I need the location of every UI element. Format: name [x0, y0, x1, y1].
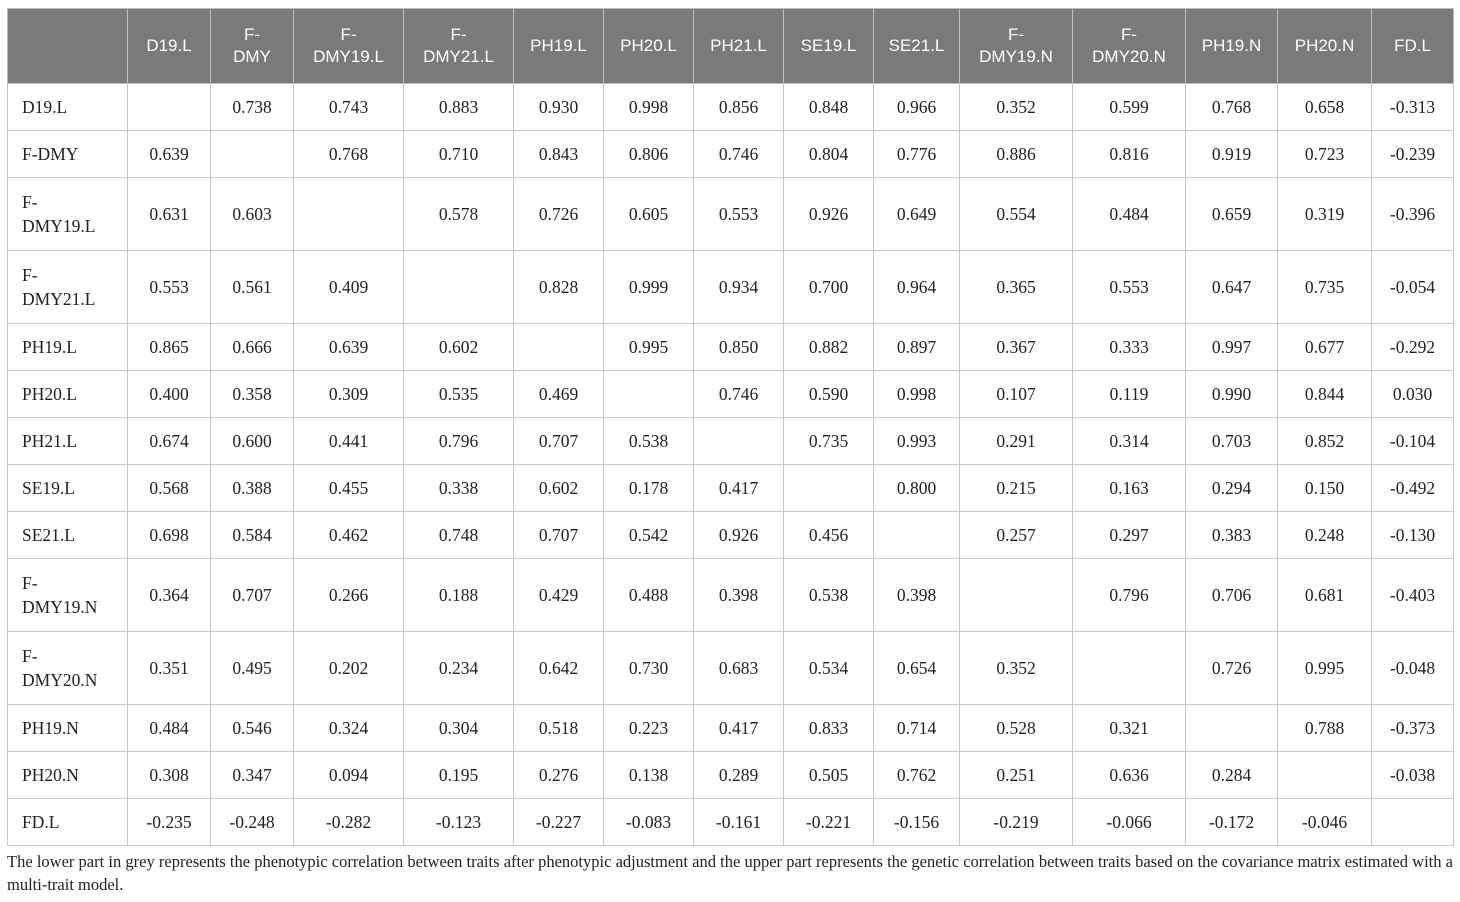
- correlation-cell: -0.313: [1372, 84, 1454, 131]
- correlation-cell: 0.398: [874, 559, 960, 632]
- correlation-cell: 0.993: [874, 418, 960, 465]
- correlation-cell: 0.257: [960, 512, 1073, 559]
- correlation-cell: 0.178: [604, 465, 694, 512]
- correlation-cell: 0.319: [1278, 178, 1372, 251]
- correlation-cell: 0.188: [404, 559, 514, 632]
- column-header: PH21.L: [694, 9, 784, 84]
- correlation-cell: -0.130: [1372, 512, 1454, 559]
- column-header: PH20.L: [604, 9, 694, 84]
- table-header: [8, 9, 1454, 84]
- correlation-cell: 0.602: [514, 465, 604, 512]
- row-header: SE21.L: [8, 512, 128, 559]
- correlation-cell: 0.333: [1073, 324, 1186, 371]
- row-header: F- DMY19.N: [8, 559, 128, 632]
- correlation-cell: 0.553: [694, 178, 784, 251]
- correlation-cell: 0.674: [128, 418, 211, 465]
- column-header: SE21.L: [874, 9, 960, 84]
- table-row: [8, 465, 1454, 512]
- diagonal-cell: [604, 371, 694, 418]
- correlation-cell: 0.852: [1278, 418, 1372, 465]
- correlation-cell: 0.429: [514, 559, 604, 632]
- correlation-cell: 0.726: [514, 178, 604, 251]
- table-row: [8, 705, 1454, 752]
- correlation-cell: 0.484: [1073, 178, 1186, 251]
- correlation-cell: 0.365: [960, 251, 1073, 324]
- correlation-cell: 0.602: [404, 324, 514, 371]
- correlation-cell: 0.119: [1073, 371, 1186, 418]
- correlation-cell: 0.844: [1278, 371, 1372, 418]
- correlation-cell: 0.358: [211, 371, 294, 418]
- correlation-cell: 0.966: [874, 84, 960, 131]
- correlation-cell: -0.227: [514, 799, 604, 846]
- table-row: [8, 559, 1454, 632]
- correlation-cell: 0.383: [1186, 512, 1278, 559]
- correlation-cell: 0.289: [694, 752, 784, 799]
- header-row: [8, 9, 1454, 84]
- column-header: D19.L: [128, 9, 211, 84]
- correlation-cell: 0.484: [128, 705, 211, 752]
- correlation-cell: 0.707: [211, 559, 294, 632]
- correlation-cell: 0.850: [694, 324, 784, 371]
- correlation-cell: 0.202: [294, 632, 404, 705]
- correlation-cell: 0.297: [1073, 512, 1186, 559]
- correlation-cell: 0.291: [960, 418, 1073, 465]
- correlation-cell: 0.535: [404, 371, 514, 418]
- correlation-cell: 0.816: [1073, 131, 1186, 178]
- correlation-cell: 0.338: [404, 465, 514, 512]
- row-header: D19.L: [8, 84, 128, 131]
- correlation-cell: 0.647: [1186, 251, 1278, 324]
- correlation-cell: 0.163: [1073, 465, 1186, 512]
- diagonal-cell: [960, 559, 1073, 632]
- correlation-cell: -0.492: [1372, 465, 1454, 512]
- correlation-cell: 0.926: [784, 178, 874, 251]
- correlation-cell: 0.666: [211, 324, 294, 371]
- diagonal-cell: [128, 84, 211, 131]
- correlation-cell: 0.926: [694, 512, 784, 559]
- correlation-cell: 0.352: [960, 632, 1073, 705]
- column-header: PH19.L: [514, 9, 604, 84]
- correlation-cell: 0.748: [404, 512, 514, 559]
- correlation-cell: 0.746: [694, 371, 784, 418]
- correlation-cell: 0.469: [514, 371, 604, 418]
- correlation-cell: 0.833: [784, 705, 874, 752]
- correlation-cell: 0.553: [128, 251, 211, 324]
- correlation-cell: 0.768: [1186, 84, 1278, 131]
- correlation-cell: 0.528: [960, 705, 1073, 752]
- correlation-cell: 0.703: [1186, 418, 1278, 465]
- correlation-cell: 0.639: [128, 131, 211, 178]
- correlation-cell: 0.919: [1186, 131, 1278, 178]
- table-row: [8, 418, 1454, 465]
- correlation-cell: 0.138: [604, 752, 694, 799]
- correlation-cell: 0.304: [404, 705, 514, 752]
- correlation-cell: 0.294: [1186, 465, 1278, 512]
- diagonal-cell: [211, 131, 294, 178]
- correlation-cell: 0.796: [1073, 559, 1186, 632]
- table-row: [8, 632, 1454, 705]
- correlation-cell: 0.768: [294, 131, 404, 178]
- correlation-cell: 0.578: [404, 178, 514, 251]
- row-header: F- DMY20.N: [8, 632, 128, 705]
- correlation-cell: 0.707: [514, 512, 604, 559]
- table-row: [8, 799, 1454, 846]
- column-header: F- DMY19.L: [294, 9, 404, 84]
- correlation-cell: 0.590: [784, 371, 874, 418]
- table-body: [8, 84, 1454, 846]
- correlation-cell: 0.710: [404, 131, 514, 178]
- diagonal-cell: [694, 418, 784, 465]
- correlation-cell: 0.730: [604, 632, 694, 705]
- correlation-cell: 0.631: [128, 178, 211, 251]
- correlation-cell: 0.195: [404, 752, 514, 799]
- correlation-cell: 0.518: [514, 705, 604, 752]
- correlation-cell: 0.800: [874, 465, 960, 512]
- correlation-cell: 0.997: [1186, 324, 1278, 371]
- correlation-cell: 0.707: [514, 418, 604, 465]
- row-header: PH21.L: [8, 418, 128, 465]
- diagonal-cell: [514, 324, 604, 371]
- table-caption: The lower part in grey represents the phenotypic correlation between traits after phenotypic adjustment and the upper part represents the genetic correlation between traits based on the covariance matrix estimated with a multi-trait model.: [7, 852, 1453, 894]
- header-corner-cell: [8, 9, 128, 84]
- correlation-cell: 0.636: [1073, 752, 1186, 799]
- correlation-cell: 0.999: [604, 251, 694, 324]
- correlation-cell: 0.417: [694, 465, 784, 512]
- correlation-cell: 0.248: [1278, 512, 1372, 559]
- correlation-cell: 0.347: [211, 752, 294, 799]
- correlation-cell: 0.441: [294, 418, 404, 465]
- correlation-cell: 0.276: [514, 752, 604, 799]
- correlation-cell: 0.714: [874, 705, 960, 752]
- correlation-cell: 0.998: [604, 84, 694, 131]
- column-header: PH19.N: [1186, 9, 1278, 84]
- diagonal-cell: [1278, 752, 1372, 799]
- correlation-cell: 0.930: [514, 84, 604, 131]
- correlation-cell: 0.417: [694, 705, 784, 752]
- diagonal-cell: [294, 178, 404, 251]
- column-header: F- DMY: [211, 9, 294, 84]
- correlation-cell: 0.605: [604, 178, 694, 251]
- correlation-cell: 0.639: [294, 324, 404, 371]
- correlation-cell: -0.038: [1372, 752, 1454, 799]
- correlation-cell: 0.462: [294, 512, 404, 559]
- table-row: [8, 131, 1454, 178]
- row-header: PH19.L: [8, 324, 128, 371]
- correlation-cell: 0.409: [294, 251, 404, 324]
- correlation-cell: 0.215: [960, 465, 1073, 512]
- correlation-cell: -0.403: [1372, 559, 1454, 632]
- correlation-cell: 0.352: [960, 84, 1073, 131]
- diagonal-cell: [404, 251, 514, 324]
- row-header: PH19.N: [8, 705, 128, 752]
- correlation-cell: 0.030: [1372, 371, 1454, 418]
- correlation-cell: 0.743: [294, 84, 404, 131]
- correlation-cell: -0.373: [1372, 705, 1454, 752]
- correlation-cell: -0.104: [1372, 418, 1454, 465]
- correlation-cell: 0.223: [604, 705, 694, 752]
- correlation-cell: 0.284: [1186, 752, 1278, 799]
- correlation-cell: 0.683: [694, 632, 784, 705]
- correlation-cell: -0.123: [404, 799, 514, 846]
- correlation-cell: 0.762: [874, 752, 960, 799]
- correlation-cell: 0.488: [604, 559, 694, 632]
- correlation-cell: 0.351: [128, 632, 211, 705]
- correlation-cell: -0.396: [1372, 178, 1454, 251]
- correlation-cell: 0.865: [128, 324, 211, 371]
- correlation-cell: 0.534: [784, 632, 874, 705]
- table-row: [8, 371, 1454, 418]
- correlation-cell: 0.455: [294, 465, 404, 512]
- correlation-cell: 0.735: [1278, 251, 1372, 324]
- row-header: PH20.L: [8, 371, 128, 418]
- correlation-cell: 0.654: [874, 632, 960, 705]
- correlation-cell: 0.990: [1186, 371, 1278, 418]
- correlation-cell: 0.882: [784, 324, 874, 371]
- correlation-cell: 0.251: [960, 752, 1073, 799]
- correlation-cell: -0.161: [694, 799, 784, 846]
- correlation-cell: -0.282: [294, 799, 404, 846]
- correlation-cell: 0.553: [1073, 251, 1186, 324]
- correlation-cell: 0.806: [604, 131, 694, 178]
- correlation-cell: 0.309: [294, 371, 404, 418]
- correlation-cell: -0.046: [1278, 799, 1372, 846]
- correlation-cell: 0.599: [1073, 84, 1186, 131]
- correlation-cell: 0.681: [1278, 559, 1372, 632]
- row-header: FD.L: [8, 799, 128, 846]
- correlation-cell: -0.156: [874, 799, 960, 846]
- correlation-cell: 0.364: [128, 559, 211, 632]
- correlation-cell: 0.321: [1073, 705, 1186, 752]
- table-row: [8, 251, 1454, 324]
- correlation-cell: 0.266: [294, 559, 404, 632]
- correlation-cell: 0.886: [960, 131, 1073, 178]
- correlation-cell: 0.398: [694, 559, 784, 632]
- row-header: F- DMY21.L: [8, 251, 128, 324]
- table-row: [8, 752, 1454, 799]
- correlation-cell: 0.367: [960, 324, 1073, 371]
- correlation-cell: 0.505: [784, 752, 874, 799]
- correlation-table-container: [7, 8, 1453, 846]
- column-header: FD.L: [1372, 9, 1454, 84]
- correlation-cell: 0.584: [211, 512, 294, 559]
- column-header: PH20.N: [1278, 9, 1372, 84]
- correlation-cell: 0.649: [874, 178, 960, 251]
- correlation-cell: -0.292: [1372, 324, 1454, 371]
- correlation-cell: -0.239: [1372, 131, 1454, 178]
- correlation-cell: 0.677: [1278, 324, 1372, 371]
- correlation-cell: 0.658: [1278, 84, 1372, 131]
- correlation-cell: 0.568: [128, 465, 211, 512]
- correlation-cell: 0.538: [784, 559, 874, 632]
- correlation-cell: 0.746: [694, 131, 784, 178]
- correlation-cell: 0.400: [128, 371, 211, 418]
- correlation-cell: -0.248: [211, 799, 294, 846]
- correlation-cell: 0.723: [1278, 131, 1372, 178]
- correlation-cell: 0.796: [404, 418, 514, 465]
- correlation-cell: 0.659: [1186, 178, 1278, 251]
- correlation-cell: 0.642: [514, 632, 604, 705]
- correlation-cell: -0.172: [1186, 799, 1278, 846]
- correlation-cell: 0.600: [211, 418, 294, 465]
- correlation-cell: 0.883: [404, 84, 514, 131]
- correlation-cell: 0.234: [404, 632, 514, 705]
- correlation-cell: 0.856: [694, 84, 784, 131]
- correlation-table: [7, 8, 1454, 846]
- correlation-cell: 0.314: [1073, 418, 1186, 465]
- correlation-cell: 0.726: [1186, 632, 1278, 705]
- column-header: F- DMY19.N: [960, 9, 1073, 84]
- correlation-cell: 0.700: [784, 251, 874, 324]
- correlation-cell: 0.308: [128, 752, 211, 799]
- correlation-cell: 0.554: [960, 178, 1073, 251]
- diagonal-cell: [1073, 632, 1186, 705]
- correlation-cell: 0.495: [211, 632, 294, 705]
- correlation-cell: 0.995: [604, 324, 694, 371]
- diagonal-cell: [1372, 799, 1454, 846]
- table-row: [8, 512, 1454, 559]
- table-row: [8, 324, 1454, 371]
- diagonal-cell: [784, 465, 874, 512]
- correlation-cell: 0.456: [784, 512, 874, 559]
- correlation-cell: 0.546: [211, 705, 294, 752]
- row-header: F- DMY19.L: [8, 178, 128, 251]
- diagonal-cell: [874, 512, 960, 559]
- correlation-cell: 0.964: [874, 251, 960, 324]
- row-header: SE19.L: [8, 465, 128, 512]
- correlation-cell: 0.603: [211, 178, 294, 251]
- correlation-cell: -0.054: [1372, 251, 1454, 324]
- correlation-cell: 0.897: [874, 324, 960, 371]
- correlation-cell: -0.235: [128, 799, 211, 846]
- correlation-cell: 0.538: [604, 418, 694, 465]
- correlation-cell: 0.107: [960, 371, 1073, 418]
- correlation-cell: -0.219: [960, 799, 1073, 846]
- correlation-cell: 0.706: [1186, 559, 1278, 632]
- correlation-cell: -0.048: [1372, 632, 1454, 705]
- column-header: F- DMY21.L: [404, 9, 514, 84]
- correlation-cell: 0.094: [294, 752, 404, 799]
- correlation-cell: 0.828: [514, 251, 604, 324]
- correlation-cell: 0.388: [211, 465, 294, 512]
- correlation-cell: 0.150: [1278, 465, 1372, 512]
- row-header: PH20.N: [8, 752, 128, 799]
- correlation-cell: 0.542: [604, 512, 694, 559]
- correlation-cell: 0.561: [211, 251, 294, 324]
- correlation-cell: 0.995: [1278, 632, 1372, 705]
- correlation-cell: 0.735: [784, 418, 874, 465]
- row-header: F-DMY: [8, 131, 128, 178]
- correlation-cell: 0.698: [128, 512, 211, 559]
- column-header: SE19.L: [784, 9, 874, 84]
- correlation-cell: 0.998: [874, 371, 960, 418]
- correlation-cell: 0.738: [211, 84, 294, 131]
- correlation-cell: 0.804: [784, 131, 874, 178]
- correlation-cell: 0.843: [514, 131, 604, 178]
- correlation-cell: -0.083: [604, 799, 694, 846]
- correlation-cell: 0.324: [294, 705, 404, 752]
- correlation-cell: 0.776: [874, 131, 960, 178]
- table-row: [8, 178, 1454, 251]
- diagonal-cell: [1186, 705, 1278, 752]
- correlation-cell: -0.221: [784, 799, 874, 846]
- column-header: F- DMY20.N: [1073, 9, 1186, 84]
- table-row: [8, 84, 1454, 131]
- correlation-cell: 0.788: [1278, 705, 1372, 752]
- correlation-cell: 0.934: [694, 251, 784, 324]
- correlation-cell: -0.066: [1073, 799, 1186, 846]
- correlation-cell: 0.848: [784, 84, 874, 131]
